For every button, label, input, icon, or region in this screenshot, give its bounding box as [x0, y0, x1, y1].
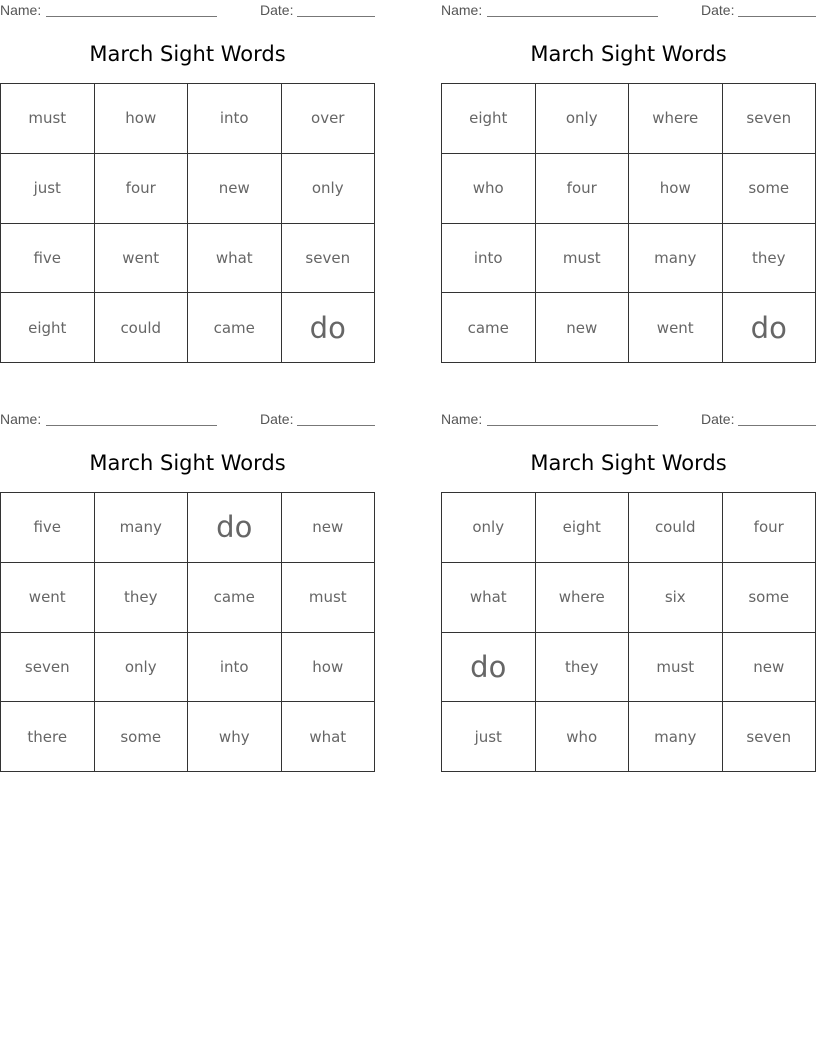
card-header — [441, 411, 816, 429]
word-cell: must — [629, 633, 723, 703]
word-cell: only — [536, 84, 630, 154]
word-cell: there — [1, 702, 95, 772]
bingo-grid — [0, 492, 375, 772]
name-blank-line — [46, 16, 217, 17]
word-cell: what — [282, 702, 376, 772]
word-cell: new — [723, 633, 816, 703]
word-cell: just — [442, 702, 536, 772]
bingo-card-3 — [0, 409, 375, 784]
name-blank-line — [46, 425, 217, 426]
word-cell: went — [629, 293, 723, 363]
word-cell: seven — [1, 633, 95, 703]
word-cell: went — [95, 224, 189, 294]
date-label: Date: — [260, 2, 294, 18]
word-cell: must — [282, 563, 376, 633]
free-space-cell: do — [188, 493, 282, 563]
word-cell: new — [536, 293, 630, 363]
word-cell: into — [442, 224, 536, 294]
word-cell: eight — [1, 293, 95, 363]
card-title: March Sight Words — [89, 42, 286, 66]
word-cell: into — [188, 633, 282, 703]
word-cell: five — [1, 493, 95, 563]
word-cell: who — [536, 702, 630, 772]
bingo-grid — [441, 83, 816, 363]
card-header — [0, 411, 375, 429]
name-blank-line — [487, 16, 658, 17]
word-cell: new — [188, 154, 282, 224]
bingo-card-2 — [441, 0, 816, 375]
word-cell: five — [1, 224, 95, 294]
date-blank-line — [738, 16, 816, 17]
word-cell: where — [629, 84, 723, 154]
word-cell: some — [723, 154, 816, 224]
word-cell: into — [188, 84, 282, 154]
word-cell: came — [188, 293, 282, 363]
word-cell: how — [95, 84, 189, 154]
word-cell: who — [442, 154, 536, 224]
card-title: March Sight Words — [89, 451, 286, 475]
card-header — [0, 2, 375, 20]
word-cell: eight — [442, 84, 536, 154]
word-cell: some — [723, 563, 816, 633]
word-cell: where — [536, 563, 630, 633]
word-cell: must — [1, 84, 95, 154]
word-cell: seven — [723, 702, 816, 772]
name-label: Name: — [441, 411, 483, 427]
word-cell: went — [1, 563, 95, 633]
word-cell: came — [188, 563, 282, 633]
word-cell: only — [282, 154, 376, 224]
name-label: Name: — [0, 2, 42, 18]
word-cell: over — [282, 84, 376, 154]
card-title: March Sight Words — [530, 42, 727, 66]
word-cell: what — [188, 224, 282, 294]
word-cell: just — [1, 154, 95, 224]
word-cell: many — [95, 493, 189, 563]
word-cell: many — [629, 702, 723, 772]
word-cell: seven — [282, 224, 376, 294]
card-header — [441, 2, 816, 20]
word-cell: they — [95, 563, 189, 633]
date-blank-line — [738, 425, 816, 426]
word-cell: only — [442, 493, 536, 563]
word-cell: eight — [536, 493, 630, 563]
word-cell: came — [442, 293, 536, 363]
word-cell: six — [629, 563, 723, 633]
name-label: Name: — [0, 411, 42, 427]
bingo-grid — [441, 492, 816, 772]
word-cell: why — [188, 702, 282, 772]
word-cell: they — [723, 224, 816, 294]
word-cell: what — [442, 563, 536, 633]
word-cell: they — [536, 633, 630, 703]
name-label: Name: — [441, 2, 483, 18]
bingo-card-4 — [441, 409, 816, 784]
word-cell: how — [629, 154, 723, 224]
name-blank-line — [487, 425, 658, 426]
word-cell: some — [95, 702, 189, 772]
date-label: Date: — [260, 411, 294, 427]
free-space-cell: do — [282, 293, 376, 363]
bingo-grid — [0, 83, 375, 363]
date-blank-line — [297, 425, 375, 426]
date-blank-line — [297, 16, 375, 17]
word-cell: four — [95, 154, 189, 224]
word-cell: could — [629, 493, 723, 563]
word-cell: four — [723, 493, 816, 563]
free-space-cell: do — [442, 633, 536, 703]
date-label: Date: — [701, 2, 735, 18]
word-cell: could — [95, 293, 189, 363]
word-cell: seven — [723, 84, 816, 154]
word-cell: how — [282, 633, 376, 703]
free-space-cell: do — [723, 293, 816, 363]
date-label: Date: — [701, 411, 735, 427]
word-cell: only — [95, 633, 189, 703]
word-cell: many — [629, 224, 723, 294]
bingo-card-1 — [0, 0, 375, 375]
word-cell: must — [536, 224, 630, 294]
word-cell: four — [536, 154, 630, 224]
word-cell: new — [282, 493, 376, 563]
card-title: March Sight Words — [530, 451, 727, 475]
